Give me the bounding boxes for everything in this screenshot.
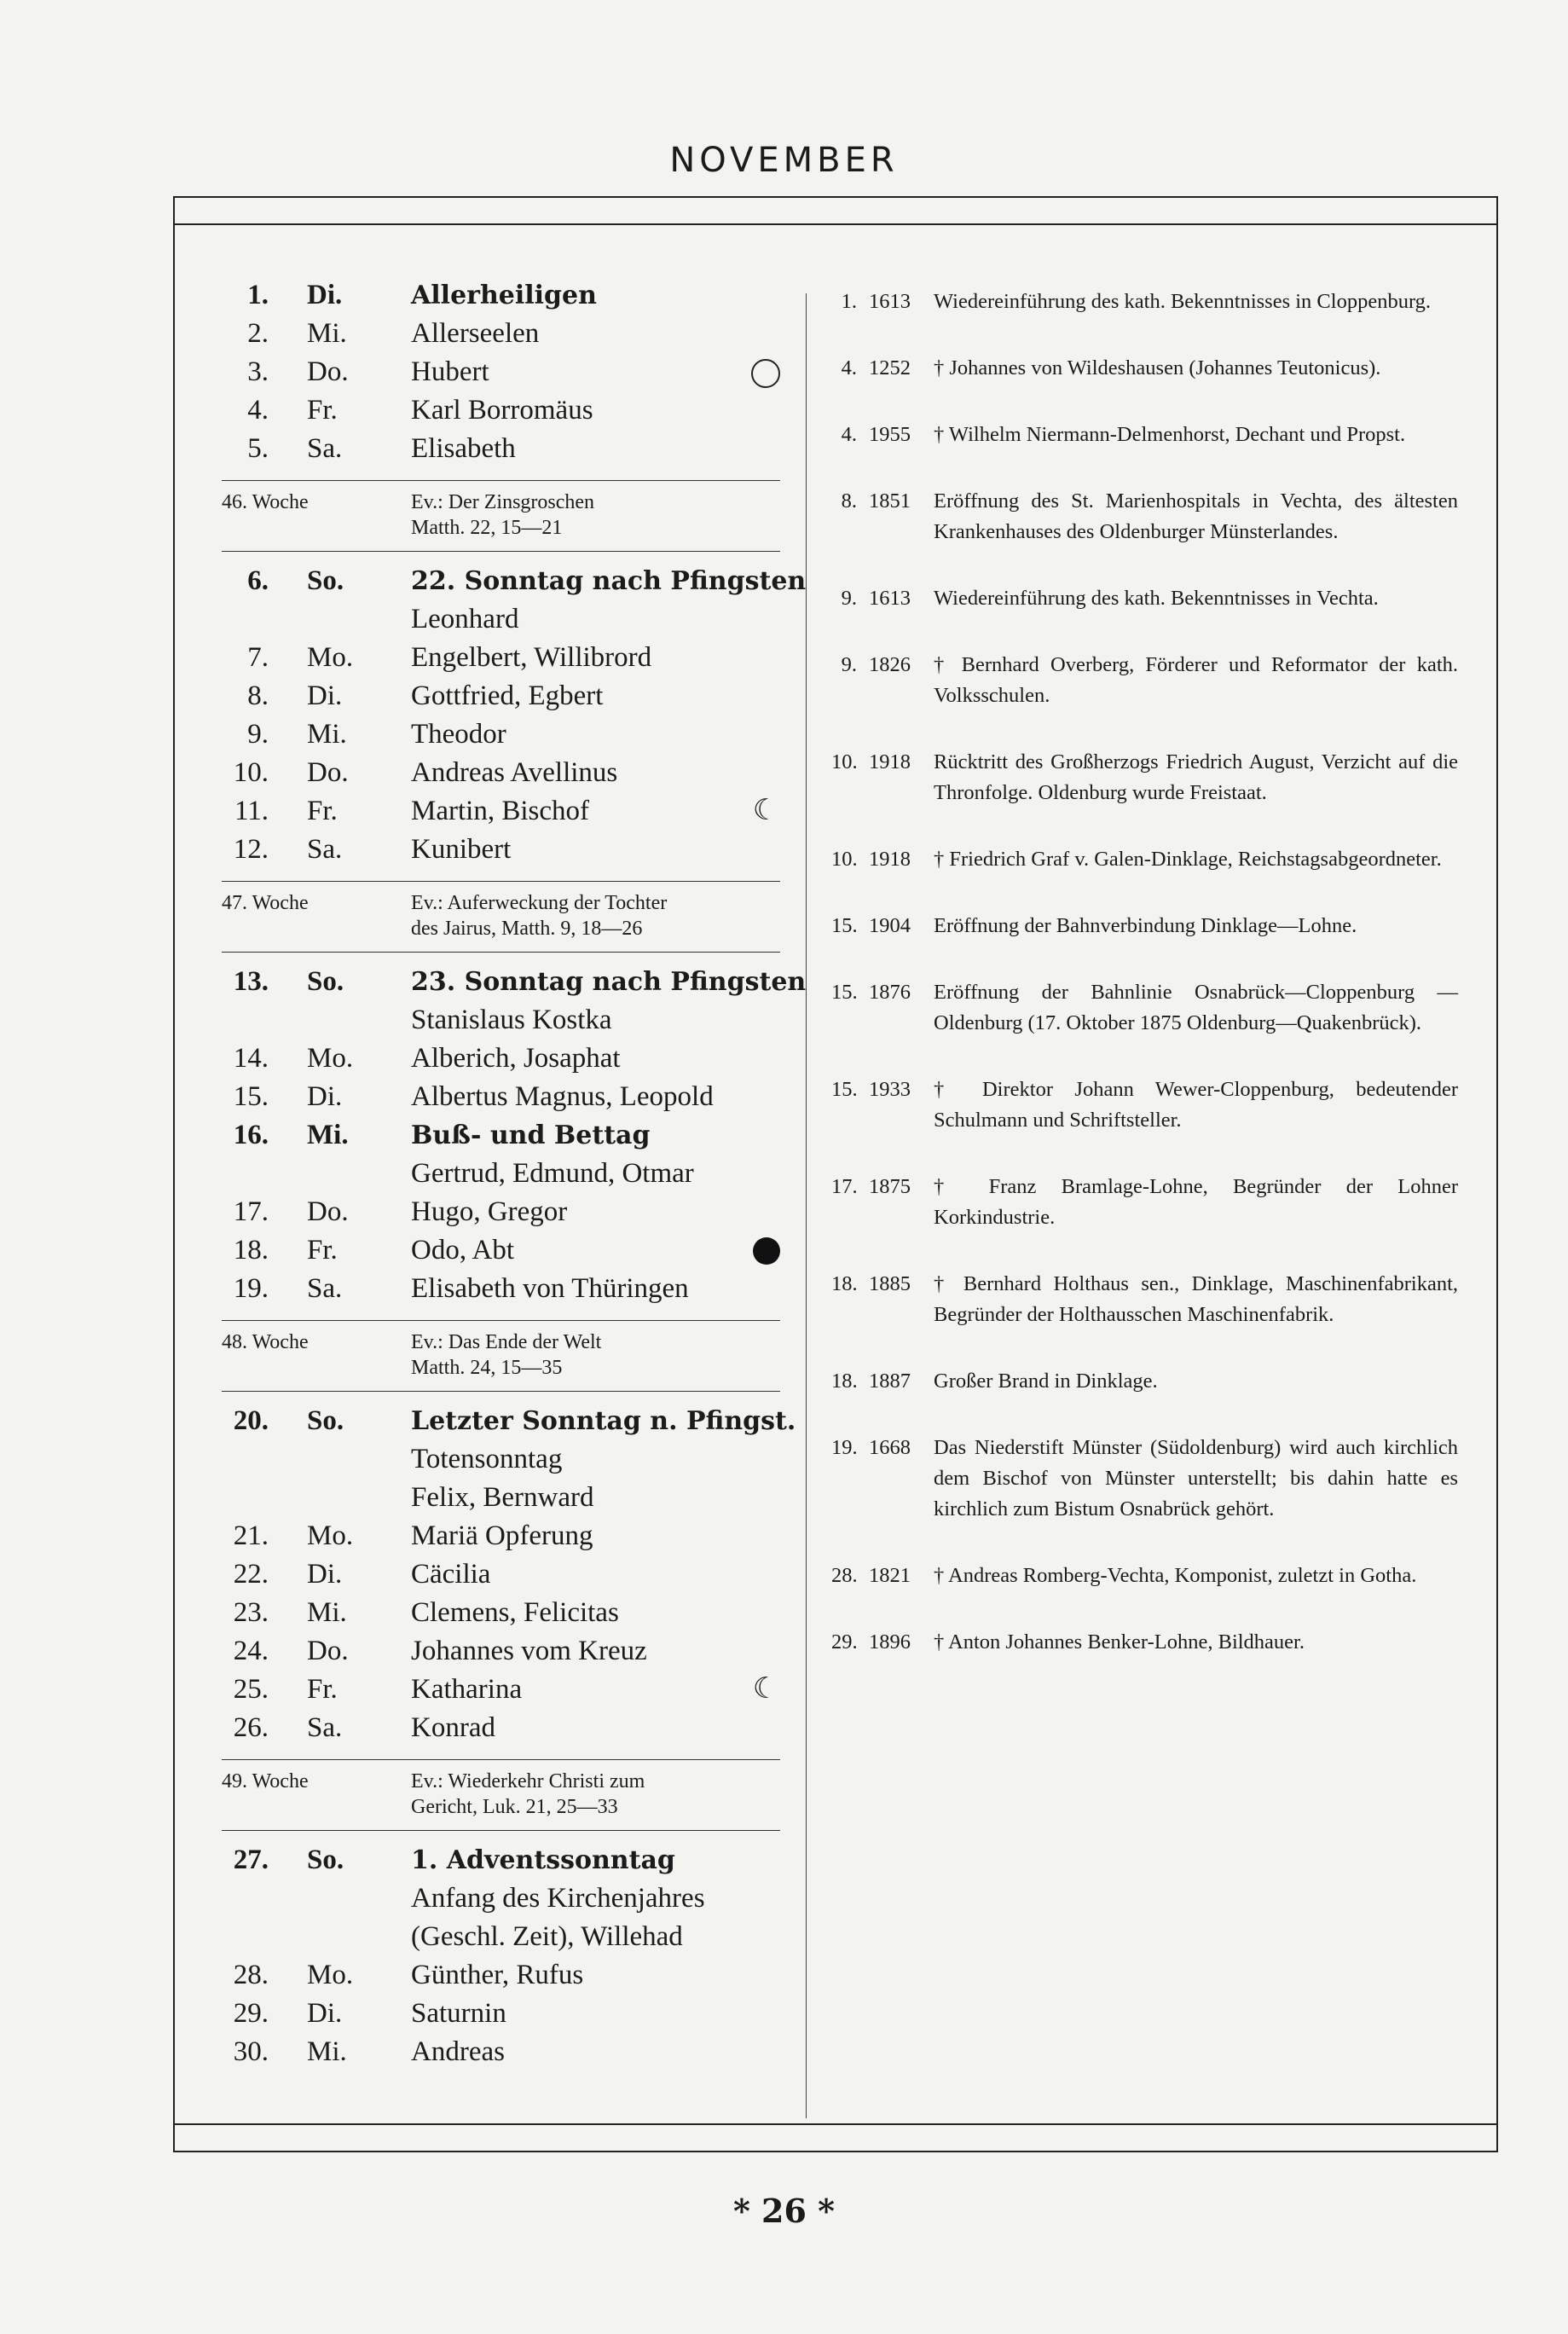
day-number: 11.	[234, 796, 269, 826]
weekday: So.	[307, 1845, 344, 1875]
saint-name: Gertrud, Edmund, Otmar	[411, 1158, 694, 1189]
history-event	[831, 1561, 1458, 1591]
event-year: 1918	[869, 848, 911, 871]
calendar-day-row	[222, 715, 780, 754]
day-number: 27.	[233, 1845, 269, 1875]
weekday: Sa.	[307, 433, 343, 464]
event-day: 18.	[831, 1370, 858, 1393]
full-moon-icon	[751, 359, 780, 388]
event-text: Wiedereinführung des kath. Bekenntnisses in Cloppenburg.	[934, 290, 1432, 313]
weekday: Sa.	[307, 1273, 343, 1304]
day-number: 24.	[233, 1636, 269, 1666]
event-text: Großer Brand in Dinklage.	[934, 1370, 1158, 1393]
calendar-day-row	[222, 276, 780, 315]
calendar-day-row	[222, 1841, 780, 1879]
saint-name: Gottfried, Egbert	[411, 681, 604, 711]
calendar-day-row	[222, 1517, 780, 1555]
weekday: Di.	[307, 1559, 343, 1590]
saint-name: Allerseelen	[411, 318, 540, 349]
day-number: 29.	[233, 1998, 269, 2029]
event-day: 9.	[841, 587, 857, 610]
history-event	[831, 287, 1458, 317]
weekday: Fr.	[307, 796, 338, 826]
new-moon-icon	[753, 1237, 780, 1265]
waning-moon-icon: ☾	[752, 795, 779, 826]
event-day: 1.	[841, 290, 857, 313]
weekday: Di.	[307, 1081, 343, 1112]
gospel-title: Ev.: Wiederkehr Christi zum	[411, 1770, 645, 1792]
saint-name: Konrad	[411, 1712, 495, 1743]
saint-name: Alberich, Josaphat	[411, 1043, 621, 1074]
history-event	[831, 1627, 1458, 1658]
event-year: 1851	[869, 489, 911, 513]
saint-name: 23. Sonntag nach Pfingsten	[411, 967, 807, 997]
week-number: 49. Woche	[222, 1770, 309, 1792]
event-text: † Bernhard Holthaus sen., Dinklage, Maschinenfabrikant, Begründer der Holthausschen Maschinenfabrik.	[934, 1272, 1458, 1326]
day-number: 14.	[233, 1043, 269, 1074]
event-year: 1887	[869, 1370, 911, 1393]
saint-name: Allerheiligen	[411, 281, 597, 310]
weekday: Di.	[307, 681, 343, 711]
calendar-day-row	[222, 792, 780, 831]
saint-name: Odo, Abt	[411, 1235, 515, 1265]
calendar-day-row	[222, 2033, 780, 2071]
calendar-day-row	[222, 600, 780, 639]
event-year: 1826	[869, 653, 911, 676]
calendar-day-row	[222, 562, 807, 600]
weekday: Di.	[307, 1998, 343, 2029]
events-column	[831, 287, 1458, 1658]
history-event	[831, 420, 1458, 450]
weekday: Mo.	[307, 1960, 354, 1990]
saint-name: Elisabeth	[411, 433, 516, 464]
calendar-day-row	[222, 1040, 780, 1078]
day-number: 6.	[247, 565, 269, 596]
history-event	[831, 844, 1458, 875]
saint-name: Kunibert	[411, 834, 512, 865]
saint-name: Saturnin	[411, 1998, 506, 2029]
saint-name: Leonhard	[411, 604, 519, 634]
event-day: 4.	[841, 356, 857, 379]
calendar-day-row	[222, 430, 780, 468]
calendar-day-row	[222, 831, 780, 869]
saint-name: Stanislaus Kostka	[411, 1005, 612, 1035]
event-year: 1875	[869, 1175, 911, 1198]
event-year: 1876	[869, 981, 911, 1004]
event-text: † Andreas Romberg-Vechta, Komponist, zuletzt in Gotha.	[934, 1564, 1417, 1587]
weekday: Mi.	[307, 1597, 347, 1628]
saint-name: Felix, Bernward	[411, 1482, 594, 1513]
weekday: Mo.	[307, 642, 354, 673]
saint-name: Mariä Opferung	[411, 1520, 593, 1551]
calendar-day-row	[222, 1193, 780, 1231]
history-event	[831, 1074, 1458, 1136]
calendar-day-row	[222, 639, 780, 677]
event-text: Eröffnung der Bahnverbindung Dinklage—Lohne.	[934, 914, 1357, 937]
saint-name: Anfang des Kirchenjahres	[411, 1883, 705, 1914]
calendar-day-row	[222, 963, 807, 1001]
event-day: 15.	[831, 981, 858, 1004]
calendar-day-row	[222, 1918, 780, 1956]
day-number: 15.	[233, 1081, 269, 1112]
weekday: So.	[307, 565, 344, 596]
event-year: 1821	[869, 1564, 911, 1587]
day-number: 16.	[233, 1120, 269, 1150]
weekday: Sa.	[307, 834, 343, 865]
event-text: Eröffnung des St. Marienhospitals in Vechta, des ältesten Krankenhauses des Oldenburger Münsterlandes.	[934, 489, 1458, 543]
weekday: Mi.	[307, 318, 347, 349]
saint-name: Clemens, Felicitas	[411, 1597, 619, 1628]
week-gospel	[222, 1759, 780, 1831]
history-event	[831, 1269, 1458, 1330]
history-event	[831, 911, 1458, 941]
calendar-day-row	[222, 1956, 780, 1995]
saint-name: Katharina	[411, 1674, 523, 1705]
history-event	[831, 583, 1458, 614]
day-number: 17.	[233, 1196, 269, 1227]
calendar-day-row	[222, 677, 780, 715]
history-event	[831, 486, 1458, 547]
event-day: 4.	[841, 423, 857, 446]
saint-name: Johannes vom Kreuz	[411, 1636, 647, 1666]
saint-name: Engelbert, Willibrord	[411, 642, 652, 673]
weekday: So.	[307, 966, 344, 997]
week-gospel	[222, 480, 780, 552]
weekday: Do.	[307, 757, 349, 788]
saint-name: Elisabeth von Thüringen	[411, 1273, 689, 1304]
calendar-day-row	[222, 1231, 780, 1270]
day-number: 26.	[233, 1712, 269, 1743]
saint-name: Totensonntag	[411, 1444, 563, 1474]
calendar-day-row	[222, 754, 780, 792]
event-day: 10.	[831, 848, 858, 871]
event-day: 18.	[831, 1272, 858, 1295]
day-number: 1.	[247, 280, 269, 310]
event-text: † Direktor Johann Wewer-Cloppenburg, bedeutender Schulmann und Schriftsteller.	[934, 1078, 1458, 1132]
event-year: 1252	[869, 356, 911, 379]
weekday: Mo.	[307, 1043, 354, 1074]
saint-name: Martin, Bischof	[411, 796, 589, 826]
day-number: 30.	[233, 2036, 269, 2067]
gospel-reference: Gericht, Luk. 21, 25—33	[411, 1796, 618, 1818]
day-number: 22.	[233, 1559, 269, 1590]
saint-name: Theodor	[411, 719, 506, 750]
saint-name: Letzter Sonntag n. Pfingst.	[411, 1406, 796, 1436]
calendar-day-row	[222, 1078, 780, 1116]
saint-name: 22. Sonntag nach Pfingsten	[411, 566, 807, 596]
calendar-frame	[173, 196, 1498, 2152]
event-text: Das Niederstift Münster (Südoldenburg) wird auch kirchlich dem Bischof von Münster unterstellt; bis dahin hatte es kirchlich zum Bistum Osnabrück gehört.	[934, 1436, 1458, 1520]
event-text: † Bernhard Overberg, Förderer und Reformator der kath. Volksschulen.	[934, 653, 1458, 707]
calendar-day-row	[222, 1594, 780, 1632]
gospel-reference: Matth. 22, 15—21	[411, 517, 563, 539]
day-number: 9.	[247, 719, 269, 750]
weekday: Do.	[307, 1636, 349, 1666]
weekday: Fr.	[307, 1235, 338, 1265]
event-day: 19.	[831, 1436, 858, 1459]
day-number: 28.	[233, 1960, 269, 1990]
week-number: 47. Woche	[222, 892, 309, 914]
gospel-title: Ev.: Der Zinsgroschen	[411, 491, 595, 513]
gospel-reference: des Jairus, Matth. 9, 18—26	[411, 918, 643, 940]
calendar-day-row	[222, 315, 780, 353]
calendar-day-row	[222, 1632, 780, 1671]
weekday: Mi.	[307, 719, 347, 750]
weekday: Do.	[307, 356, 349, 387]
week-number: 48. Woche	[222, 1331, 309, 1353]
history-event	[831, 650, 1458, 711]
waxing-moon-icon: ☾	[752, 1673, 779, 1705]
event-year: 1885	[869, 1272, 911, 1295]
inner-frame	[175, 223, 1496, 2125]
calendar-column	[222, 276, 807, 2071]
weekday: Do.	[307, 1196, 349, 1227]
calendar-day-row	[222, 391, 780, 430]
day-number: 12.	[233, 834, 269, 865]
event-day: 9.	[841, 653, 857, 676]
day-number: 20.	[233, 1405, 269, 1436]
calendar-day-row	[222, 1440, 780, 1479]
gospel-title: Ev.: Auferweckung der Tochter	[411, 892, 668, 914]
day-number: 2.	[247, 318, 269, 349]
day-number: 19.	[233, 1273, 269, 1304]
calendar-day-row	[222, 1001, 780, 1040]
event-year: 1613	[869, 587, 911, 610]
event-text: † Wilhelm Niermann-Delmenhorst, Dechant und Propst.	[934, 423, 1406, 446]
saint-name: 1. Adventssonntag	[411, 1845, 675, 1875]
day-number: 18.	[233, 1235, 269, 1265]
calendar-day-row	[222, 1671, 780, 1709]
event-year: 1668	[869, 1436, 911, 1459]
event-day: 8.	[841, 489, 857, 513]
weekday: Sa.	[307, 1712, 343, 1743]
week-gospel	[222, 881, 780, 953]
page-number: * 26 *	[732, 2192, 836, 2230]
event-day: 15.	[831, 914, 858, 937]
weekday: So.	[307, 1405, 344, 1436]
event-year: 1933	[869, 1078, 911, 1101]
saint-name: Hugo, Gregor	[411, 1196, 568, 1227]
page-title: NOVEMBER	[669, 141, 899, 180]
saint-name: Cäcilia	[411, 1559, 491, 1590]
event-day: 10.	[831, 750, 858, 773]
event-text: † Johannes von Wildeshausen (Johannes Teutonicus).	[934, 356, 1381, 379]
day-number: 3.	[247, 356, 269, 387]
event-text: † Franz Bramlage-Lohne, Begründer der Lohner Korkindustrie.	[934, 1175, 1458, 1229]
event-text: Eröffnung der Bahnlinie Osnabrück—Cloppenburg — Oldenburg (17. Oktober 1875 Oldenburg—Quakenbrück).	[934, 981, 1458, 1034]
event-text: Rücktritt des Großherzogs Friedrich August, Verzicht auf die Thronfolge. Oldenburg wurde Freistaat.	[934, 750, 1458, 804]
gospel-title: Ev.: Das Ende der Welt	[411, 1331, 602, 1353]
saint-name: Andreas	[411, 2036, 505, 2067]
day-number: 13.	[233, 966, 269, 997]
calendar-day-row	[222, 1402, 796, 1440]
day-number: 4.	[247, 395, 269, 426]
calendar-day-row	[222, 353, 780, 391]
day-number: 21.	[233, 1520, 269, 1551]
event-day: 29.	[831, 1630, 858, 1653]
calendar-day-row	[222, 1155, 780, 1193]
weekday: Fr.	[307, 395, 338, 426]
week-number: 46. Woche	[222, 491, 309, 513]
history-event	[831, 353, 1458, 384]
day-number: 8.	[247, 681, 269, 711]
week-gospel	[222, 1320, 780, 1392]
weekday: Di.	[307, 280, 343, 310]
event-text: Wiedereinführung des kath. Bekenntnisses in Vechta.	[934, 587, 1379, 610]
event-year: 1918	[869, 750, 911, 773]
weekday: Mi.	[307, 1120, 349, 1150]
day-number: 25.	[233, 1674, 269, 1705]
calendar-day-row	[222, 1709, 780, 1747]
event-year: 1955	[869, 423, 911, 446]
saint-name: Hubert	[411, 356, 489, 387]
event-day: 15.	[831, 1078, 858, 1101]
history-event	[831, 1433, 1458, 1525]
event-year: 1613	[869, 290, 911, 313]
history-event	[831, 1366, 1458, 1397]
history-event	[831, 977, 1458, 1039]
saint-name: Albertus Magnus, Leopold	[411, 1081, 714, 1112]
day-number: 7.	[247, 642, 269, 673]
event-year: 1904	[869, 914, 911, 937]
event-day: 28.	[831, 1564, 858, 1587]
calendar-day-row	[222, 1555, 780, 1594]
saint-name: Karl Borromäus	[411, 395, 593, 426]
day-number: 5.	[247, 433, 269, 464]
weekday: Mi.	[307, 2036, 347, 2067]
saint-name: Andreas Avellinus	[411, 757, 618, 788]
calendar-day-row	[222, 1270, 780, 1308]
calendar-day-row	[222, 1879, 780, 1918]
event-year: 1896	[869, 1630, 911, 1653]
event-day: 17.	[831, 1175, 858, 1198]
history-event	[831, 747, 1458, 808]
day-number: 23.	[233, 1597, 269, 1628]
saint-name: Günther, Rufus	[411, 1960, 584, 1990]
weekday: Mo.	[307, 1520, 354, 1551]
weekday: Fr.	[307, 1674, 338, 1705]
history-event	[831, 1172, 1458, 1233]
calendar-day-row	[222, 1116, 780, 1155]
event-text: † Anton Johannes Benker-Lohne, Bildhauer.	[934, 1630, 1305, 1653]
event-text: † Friedrich Graf v. Galen-Dinklage, Reichstagsabgeordneter.	[934, 848, 1442, 871]
calendar-day-row	[222, 1479, 780, 1517]
saint-name: (Geschl. Zeit), Willehad	[411, 1921, 683, 1952]
saint-name: Buß- und Bettag	[411, 1121, 651, 1150]
calendar-day-row	[222, 1995, 780, 2033]
day-number: 10.	[233, 757, 269, 788]
gospel-reference: Matth. 24, 15—35	[411, 1357, 563, 1379]
